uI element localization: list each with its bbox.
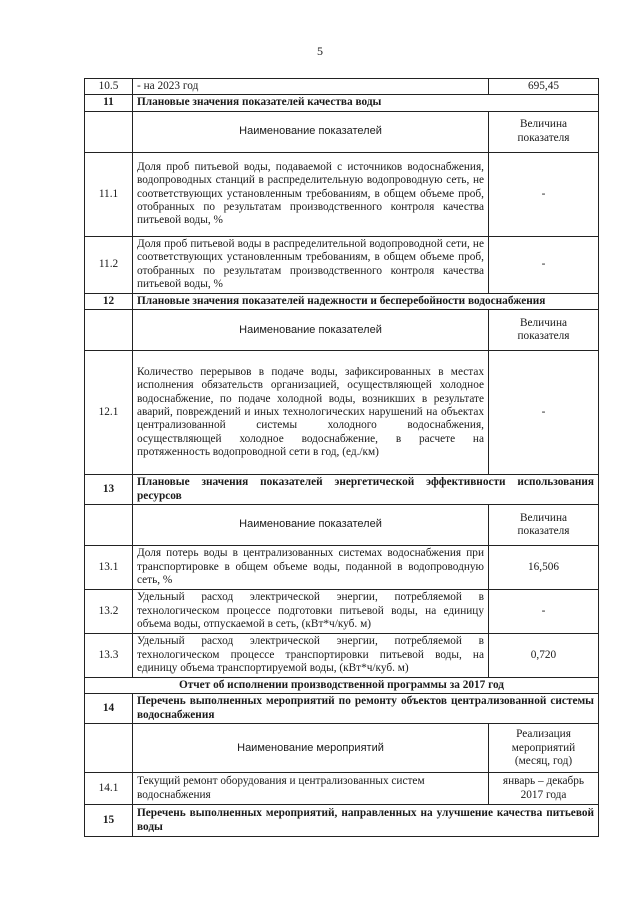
row-number: 13.1: [85, 546, 133, 590]
row-value: -: [489, 236, 599, 293]
section-row: [85, 805, 599, 837]
header-row: [85, 310, 599, 351]
table-row: [85, 79, 599, 95]
report-row: [85, 678, 599, 694]
table-row: [85, 236, 599, 293]
table-row: [85, 546, 599, 590]
table-row: [85, 351, 599, 475]
row-text: Удельный расход электрической энергии, потребляемой в технологическом процессе транспортировки питьевой воды, на единицу объема транспортируемой воды, (кВт*ч/куб. м): [133, 634, 489, 678]
section-number: 15: [85, 805, 133, 837]
row-value: -: [489, 351, 599, 475]
header-row: [85, 505, 599, 546]
row-text: Текущий ремонт оборудования и централизованных систем водоснабжения: [133, 773, 489, 805]
header-row: [85, 724, 599, 773]
page-number: 5: [317, 44, 323, 58]
section-number: 11: [85, 95, 133, 111]
row-number: 11.1: [85, 152, 133, 236]
row-value: 695,45: [489, 79, 599, 95]
header-row: [85, 111, 599, 152]
header-empty-cell: [85, 724, 133, 773]
section-row: [85, 293, 599, 309]
table-row: [85, 152, 599, 236]
header-value: Реализация мероприятий (месяц, год): [489, 724, 599, 773]
report-title: Отчет об исполнении производственной программы за 2017 год: [85, 678, 599, 694]
row-text: Доля потерь воды в централизованных системах водоснабжения при транспортировке в общем объеме воды, поданной в водопроводную сеть, %: [133, 546, 489, 590]
program-table: [84, 78, 599, 837]
row-value: 16,506: [489, 546, 599, 590]
row-value: январь – декабрь 2017 года: [489, 773, 599, 805]
header-value: Величина показателя: [489, 505, 599, 546]
section-title: Плановые значения показателей надежности и бесперебойности водоснабжения: [133, 293, 599, 309]
header-value: Величина показателя: [489, 310, 599, 351]
row-text: Количество перерывов в подаче воды, зафиксированных в местах исполнения обязательств организацией, осуществляющей холодное водоснабжение, по подаче холодной воды, возникших в результате аварий, повреждений и иных технологических нарушений на объектах централизованной системы холодного водоснабжения, осуществляющей холодное водоснабжение, в расчете на протяженность водопроводной сети в год, (ед./км): [133, 351, 489, 475]
section-row: [85, 95, 599, 111]
row-number: 13.2: [85, 590, 133, 634]
section-title: Плановые значения показателей качества воды: [133, 95, 599, 111]
header-empty-cell: [85, 111, 133, 152]
section-row: [85, 475, 599, 505]
table-row: [85, 634, 599, 678]
row-number: 10.5: [85, 79, 133, 95]
table-row: [85, 773, 599, 805]
header-name: Наименование мероприятий: [133, 724, 489, 773]
section-title: Плановые значения показателей энергетической эффективности использования ресурсов: [133, 475, 599, 505]
row-text: Доля проб питьевой воды в распределительной водопроводной сети, не соответствующих установленным требованиям, в общем объеме проб, отобранных по результатам производственного контроля качества питьевой воды, %: [133, 236, 489, 293]
row-text: Удельный расход электрической энергии, потребляемой в технологическом процессе подготовки питьевой воды, на единицу объема воды, отпускаемой в сеть, (кВт*ч/куб. м): [133, 590, 489, 634]
section-title: Перечень выполненных мероприятий, направленных на улучшение качества питьевой воды: [133, 805, 599, 837]
row-value: -: [489, 152, 599, 236]
table-row: [85, 590, 599, 634]
section-number: 14: [85, 694, 133, 724]
row-text: Доля проб питьевой воды, подаваемой с источников водоснабжения, водопроводных станций в распределительную водопроводную сеть, не соответствующих установленным требованиям, в общем объеме проб, отобранных по результатам производственного контроля качества питьевой воды, %: [133, 152, 489, 236]
header-name: Наименование показателей: [133, 505, 489, 546]
row-value: 0,720: [489, 634, 599, 678]
section-title: Перечень выполненных мероприятий по ремонту объектов централизованной системы водоснабжения: [133, 694, 599, 724]
header-name: Наименование показателей: [133, 310, 489, 351]
header-empty-cell: [85, 505, 133, 546]
header-name: Наименование показателей: [133, 111, 489, 152]
section-row: [85, 694, 599, 724]
row-number: 12.1: [85, 351, 133, 475]
header-value: Величина показателя: [489, 111, 599, 152]
section-number: 12: [85, 293, 133, 309]
row-value: -: [489, 590, 599, 634]
row-number: 14.1: [85, 773, 133, 805]
header-empty-cell: [85, 310, 133, 351]
section-number: 13: [85, 475, 133, 505]
row-text: - на 2023 год: [133, 79, 489, 95]
row-number: 13.3: [85, 634, 133, 678]
row-number: 11.2: [85, 236, 133, 293]
